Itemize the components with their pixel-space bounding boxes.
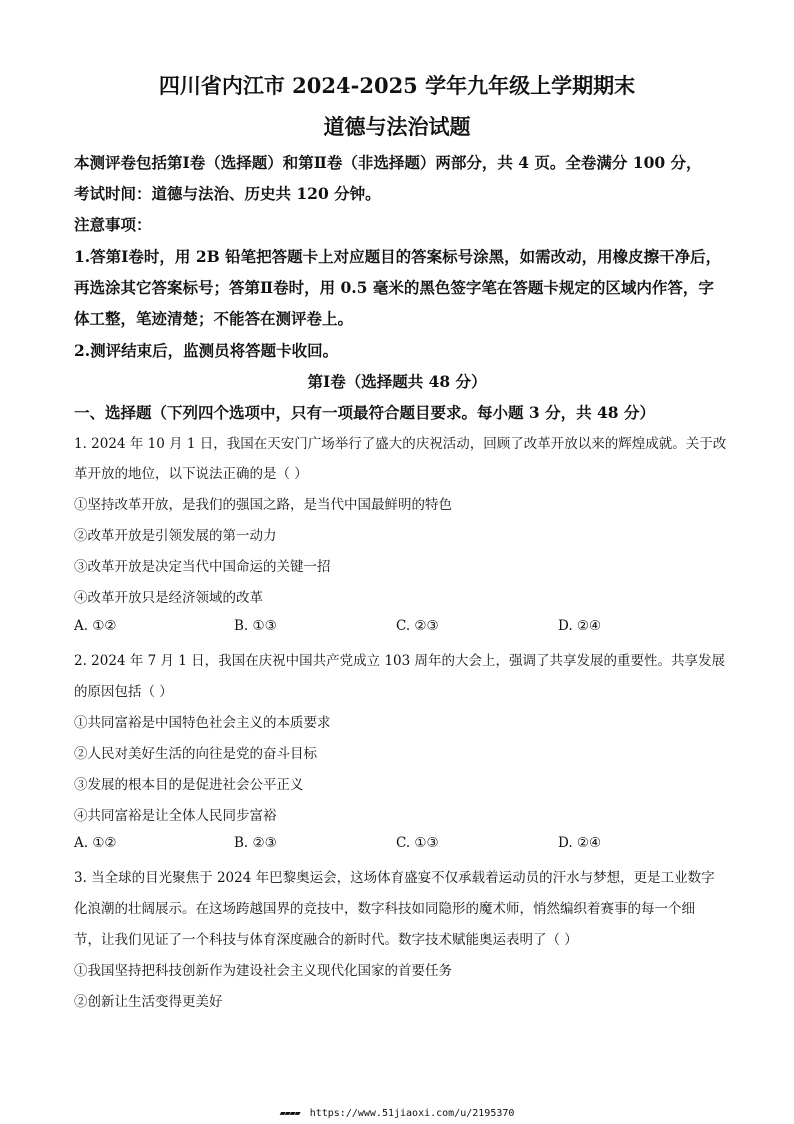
- option-b: B. ②③: [234, 835, 277, 851]
- question-stem-line: 节，让我们见证了一个科技与体育深度融合的新时代。数字技术赋能奥运表明了（ ）: [74, 932, 578, 948]
- question-item: ①共同富裕是中国特色社会主义的本质要求: [74, 715, 331, 731]
- note-1-line-2: 再选涂其它答案标号；答第Ⅱ卷时，用 0.5 毫米的黑色签字笔在答题卡规定的区域内作答，字: [74, 278, 714, 297]
- question-item: ④共同富裕是让全体人民同步富裕: [74, 808, 277, 824]
- option-c: C. ②③: [396, 618, 439, 634]
- option-a: A. ①②: [74, 618, 117, 634]
- option-c: C. ①③: [396, 835, 439, 851]
- question-item: ②改革开放是引领发展的第一动力: [74, 528, 277, 544]
- question-item: ④改革开放只是经济领域的改革: [74, 590, 263, 606]
- note-1-line-1: 1.答第Ⅰ卷时，用 2B 铅笔把答题卡上对应题目的答案标号涂黑，如需改动，用橡皮擦干净后，: [74, 247, 722, 266]
- notes-heading: 注意事项：: [74, 215, 152, 234]
- watermark-logo: ▰▰▰▰: [279, 1108, 300, 1119]
- footer-url[interactable]: https://www.51jiaoxi.com/u/2195370: [309, 1108, 515, 1119]
- part-1-heading: 第Ⅰ卷（选择题共 48 分）: [307, 372, 487, 391]
- question-item: ③发展的根本目的是促进社会公平正义: [74, 777, 304, 793]
- option-d: D. ②④: [558, 835, 602, 851]
- question-stem-line: 的原因包括（ ）: [74, 684, 173, 700]
- option-a: A. ①②: [74, 835, 117, 851]
- section-1-heading: 一、选择题（下列四个选项中，只有一项最符合题目要求。每小题 3 分，共 48 分）: [74, 403, 655, 422]
- question-stem-line: 1. 2024 年 10 月 1 日，我国在天安门广场举行了盛大的庆祝活动，回顾了改革开放以来的辉煌成就。关于改: [74, 436, 727, 452]
- question-stem-line: 革开放的地位，以下说法正确的是（ ）: [74, 466, 308, 482]
- intro-line-2: 考试时间：道德与法治、历史共 120 分钟。: [74, 184, 381, 203]
- option-b: B. ①③: [234, 618, 277, 634]
- note-1-line-3: 体工整，笔迹清楚；不能答在测评卷上。: [74, 309, 354, 328]
- question-item: ①我国坚持把科技创新作为建设社会主义现代化国家的首要任务: [74, 963, 452, 979]
- exam-subtitle: 道德与法治试题: [323, 114, 471, 139]
- question-stem-line: 2. 2024 年 7 月 1 日，我国在庆祝中国共产党成立 103 周年的大会上，强调了共享发展的重要性。共享发展: [74, 653, 726, 669]
- question-item: ③改革开放是决定当代中国命运的关键一招: [74, 559, 331, 575]
- note-2: 2.测评结束后，监测员将答题卡收回。: [74, 341, 339, 360]
- question-item: ②创新让生活变得更美好: [74, 994, 223, 1010]
- page-footer: [0, 1108, 794, 1119]
- exam-title: 四川省内江市 2024-2025 学年九年级上学期期末: [158, 73, 636, 98]
- intro-line-1: 本测评卷包括第Ⅰ卷（选择题）和第Ⅱ卷（非选择题）两部分，共 4 页。全卷满分 100 分，: [74, 153, 702, 172]
- question-item: ②人民对美好生活的向往是党的奋斗目标: [74, 746, 317, 762]
- question-item: ①坚持改革开放，是我们的强国之路，是当代中国最鲜明的特色: [74, 497, 452, 513]
- option-d: D. ②④: [558, 618, 602, 634]
- question-stem-line: 3. 当全球的目光聚焦于 2024 年巴黎奥运会，这场体育盛宴不仅承载着运动员的汗水与梦想，更是工业数字: [74, 870, 715, 886]
- question-stem-line: 化浪潮的壮阔展示。在这场跨越国界的竞技中，数字科技如同隐形的魔术师，悄然编织着赛事的每一个细: [74, 901, 695, 917]
